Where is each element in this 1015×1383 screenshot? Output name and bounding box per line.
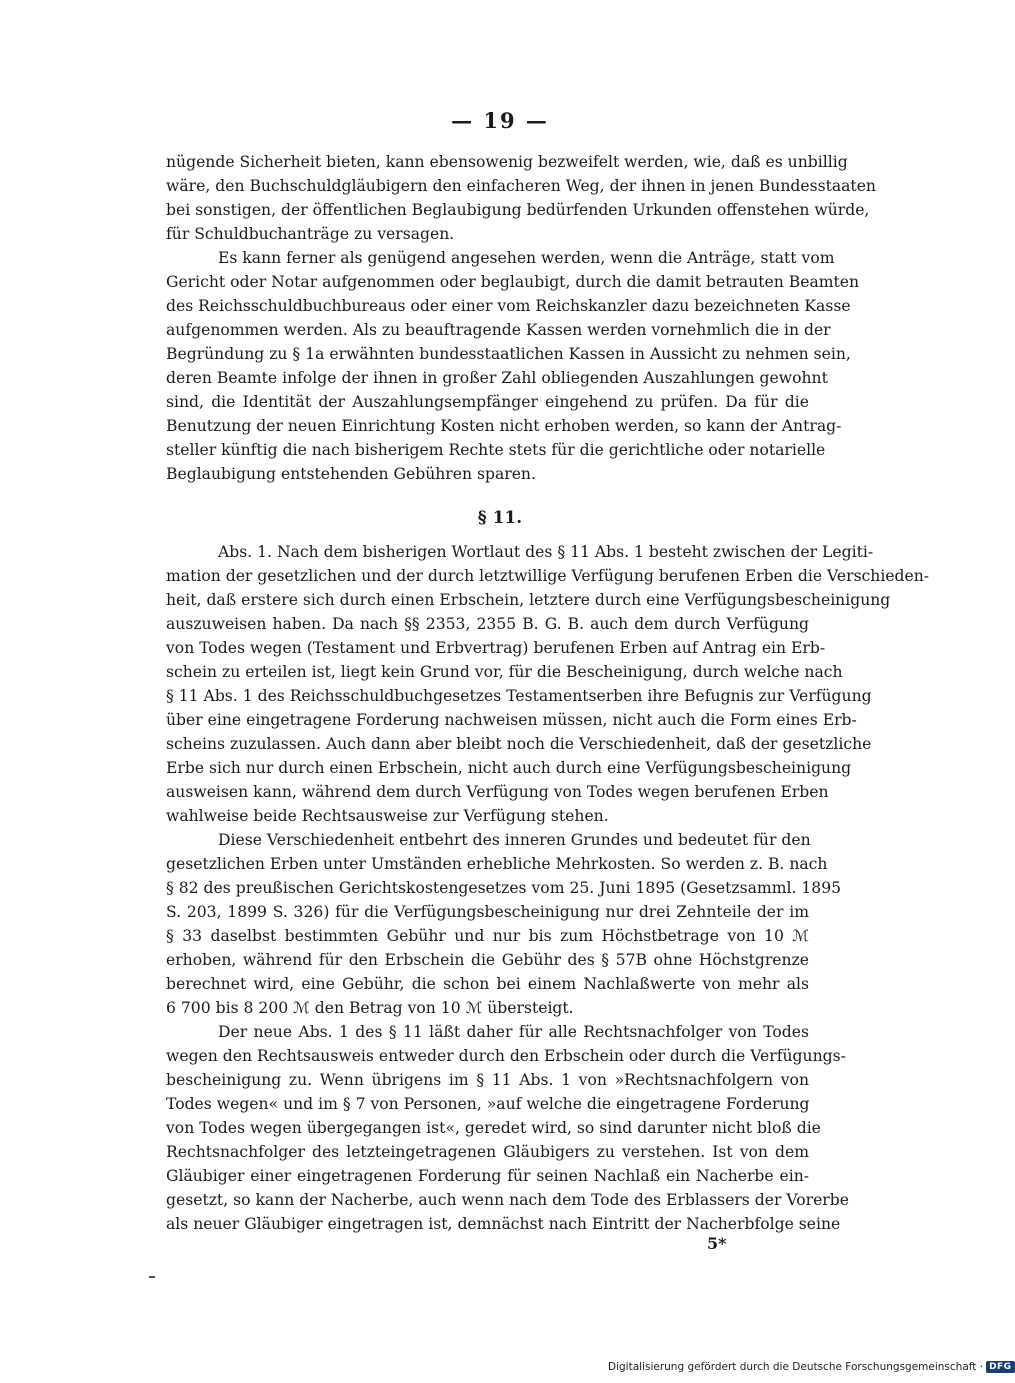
text-line: Rechtsnachfolger des letzteingetragenen Gläubigers zu verstehen. Ist von dem bbox=[166, 1143, 809, 1161]
text-line: heit, daß erstere sich durch einen Erbschein, letztere durch eine Verfügungsbescheinigung bbox=[166, 591, 891, 609]
text-line: schein zu erteilen ist, liegt kein Grund vor, für die Bescheinigung, durch welche nach bbox=[166, 663, 843, 681]
text-line: S. 203, 1899 S. 326) für die Verfügungsbescheinigung nur drei Zehnteile der im bbox=[166, 903, 809, 921]
text-line: Beglaubigung entstehenden Gebühren sparen. bbox=[166, 465, 536, 483]
text-line: bescheinigung zu. Wenn übrigens im § 11 Abs. 1 von »Rechtsnachfolgern von bbox=[166, 1071, 809, 1089]
text-line: über eine eingetragene Forderung nachweisen müssen, nicht auch die Form eines Erb- bbox=[166, 711, 857, 729]
text-line: Gläubiger einer eingetragenen Forderung für seinen Nachlaß ein Nacherbe ein- bbox=[166, 1167, 809, 1185]
page-number: — 19 — bbox=[451, 108, 549, 133]
footer-credit bbox=[608, 1361, 1015, 1373]
text-line: Der neue Abs. 1 des § 11 läßt daher für alle Rechtsnachfolger von Todes bbox=[218, 1023, 809, 1041]
signature-mark: 5* bbox=[707, 1234, 727, 1253]
text-line: wegen den Rechtsausweis entweder durch den Erbschein oder durch die Verfügungs- bbox=[166, 1047, 846, 1065]
text-line: scheins zuzulassen. Auch dann aber bleibt noch die Verschiedenheit, daß der gesetzliche bbox=[166, 735, 872, 753]
text-line: nügende Sicherheit bieten, kann ebensowenig bezweifelt werden, wie, daß es unbillig bbox=[166, 153, 848, 171]
text-line: aufgenommen werden. Als zu beauftragende Kassen werden vornehmlich die in der bbox=[166, 321, 831, 339]
text-line: Todes wegen« und im § 7 von Personen, »auf welche die eingetragene Forderung bbox=[166, 1095, 810, 1113]
body-text-top bbox=[166, 150, 876, 486]
text-line: Diese Verschiedenheit entbehrt des inneren Grundes und bedeutet für den bbox=[218, 831, 811, 849]
text-line: auszuweisen haben. Da nach §§ 2353, 2355 B. G. B. auch dem durch Verfügung bbox=[166, 615, 809, 633]
text-line: als neuer Gläubiger eingetragen ist, demnächst nach Eintritt der Nacherbfolge seine bbox=[166, 1215, 841, 1233]
text-line: sind, die Identität der Auszahlungsempfänger eingehend zu prüfen. Da für die bbox=[166, 393, 809, 411]
text-line: Begründung zu § 1a erwähnten bundesstaatlichen Kassen in Aussicht zu nehmen sein, bbox=[166, 345, 851, 363]
text-line: 6 700 bis 8 200 ℳ den Betrag von 10 ℳ übersteigt. bbox=[166, 999, 574, 1017]
text-line: wahlweise beide Rechtsausweise zur Verfügung stehen. bbox=[166, 807, 609, 825]
text-line: des Reichsschuldbuchbureaus oder einer vom Reichskanzler dazu bezeichneten Kasse bbox=[166, 297, 851, 315]
text-line: Es kann ferner als genügend angesehen werden, wenn die Anträge, statt vom bbox=[218, 249, 835, 267]
text-line: gesetzt, so kann der Nacherbe, auch wenn nach dem Tode des Erblassers der Vorerbe bbox=[166, 1191, 849, 1209]
text-line: § 33 daselbst bestimmten Gebühr und nur bis zum Höchstbetrage von 10 ℳ bbox=[166, 927, 809, 945]
text-line: deren Beamte infolge der ihnen in großer Zahl obliegenden Auszahlungen gewohnt bbox=[166, 369, 828, 387]
section-heading: § 11. bbox=[477, 508, 523, 528]
text-line: steller künftig die nach bisherigem Rechte stets für die gerichtliche oder notarielle bbox=[166, 441, 826, 459]
text-line: für Schuldbuchanträge zu versagen. bbox=[166, 225, 455, 243]
text-line: mation der gesetzlichen und der durch letztwillige Verfügung berufenen Erben die Verschieden- bbox=[166, 567, 930, 585]
text-line: § 11 Abs. 1 des Reichsschuldbuchgesetzes Testamentserben ihre Befugnis zur Verfügung bbox=[166, 687, 872, 705]
text-line: von Todes wegen (Testament und Erbvertrag) berufenen Erben auf Antrag ein Erb- bbox=[166, 639, 826, 657]
dfg-logo-icon: DFG bbox=[986, 1361, 1015, 1373]
footer-text: Digitalisierung gefördert durch die Deutsche Forschungsgemeinschaft · bbox=[608, 1361, 984, 1373]
text-line: ausweisen kann, während dem durch Verfügung von Todes wegen berufenen Erben bbox=[166, 783, 829, 801]
text-line: § 82 des preußischen Gerichtskostengesetzes vom 25. Juni 1895 (Gesetzsamml. 1895 bbox=[166, 879, 842, 897]
text-line: erhoben, während für den Erbschein die Gebühr des § 57B ohne Höchstgrenze bbox=[166, 951, 809, 969]
body-text-bottom bbox=[166, 540, 930, 1236]
text-line: wäre, den Buchschuldgläubigern den einfacheren Weg, der ihnen in jenen Bundesstaaten bbox=[166, 177, 876, 195]
text-line: Benutzung der neuen Einrichtung Kosten nicht erhoben werden, so kann der Antrag- bbox=[166, 417, 842, 435]
text-line: Erbe sich nur durch einen Erbschein, nicht auch durch eine Verfügungsbescheinigung bbox=[166, 759, 852, 777]
text-line: Gericht oder Notar aufgenommen oder beglaubigt, durch die damit betrauten Beamten bbox=[166, 273, 860, 291]
text-line: Abs. 1. Nach dem bisherigen Wortlaut des § 11 Abs. 1 besteht zwischen der Legiti- bbox=[218, 543, 874, 561]
text-line: berechnet wird, eine Gebühr, die schon bei einem Nachlaßwerte von mehr als bbox=[166, 975, 809, 993]
text-line: von Todes wegen übergegangen ist«, geredet wird, so sind darunter nicht bloß die bbox=[166, 1119, 821, 1137]
stray-ink-mark bbox=[149, 1276, 155, 1278]
text-line: bei sonstigen, der öffentlichen Beglaubigung bedürfenden Urkunden offenstehen würde, bbox=[166, 201, 870, 219]
text-line: gesetzlichen Erben unter Umständen erhebliche Mehrkosten. So werden z. B. nach bbox=[166, 855, 828, 873]
